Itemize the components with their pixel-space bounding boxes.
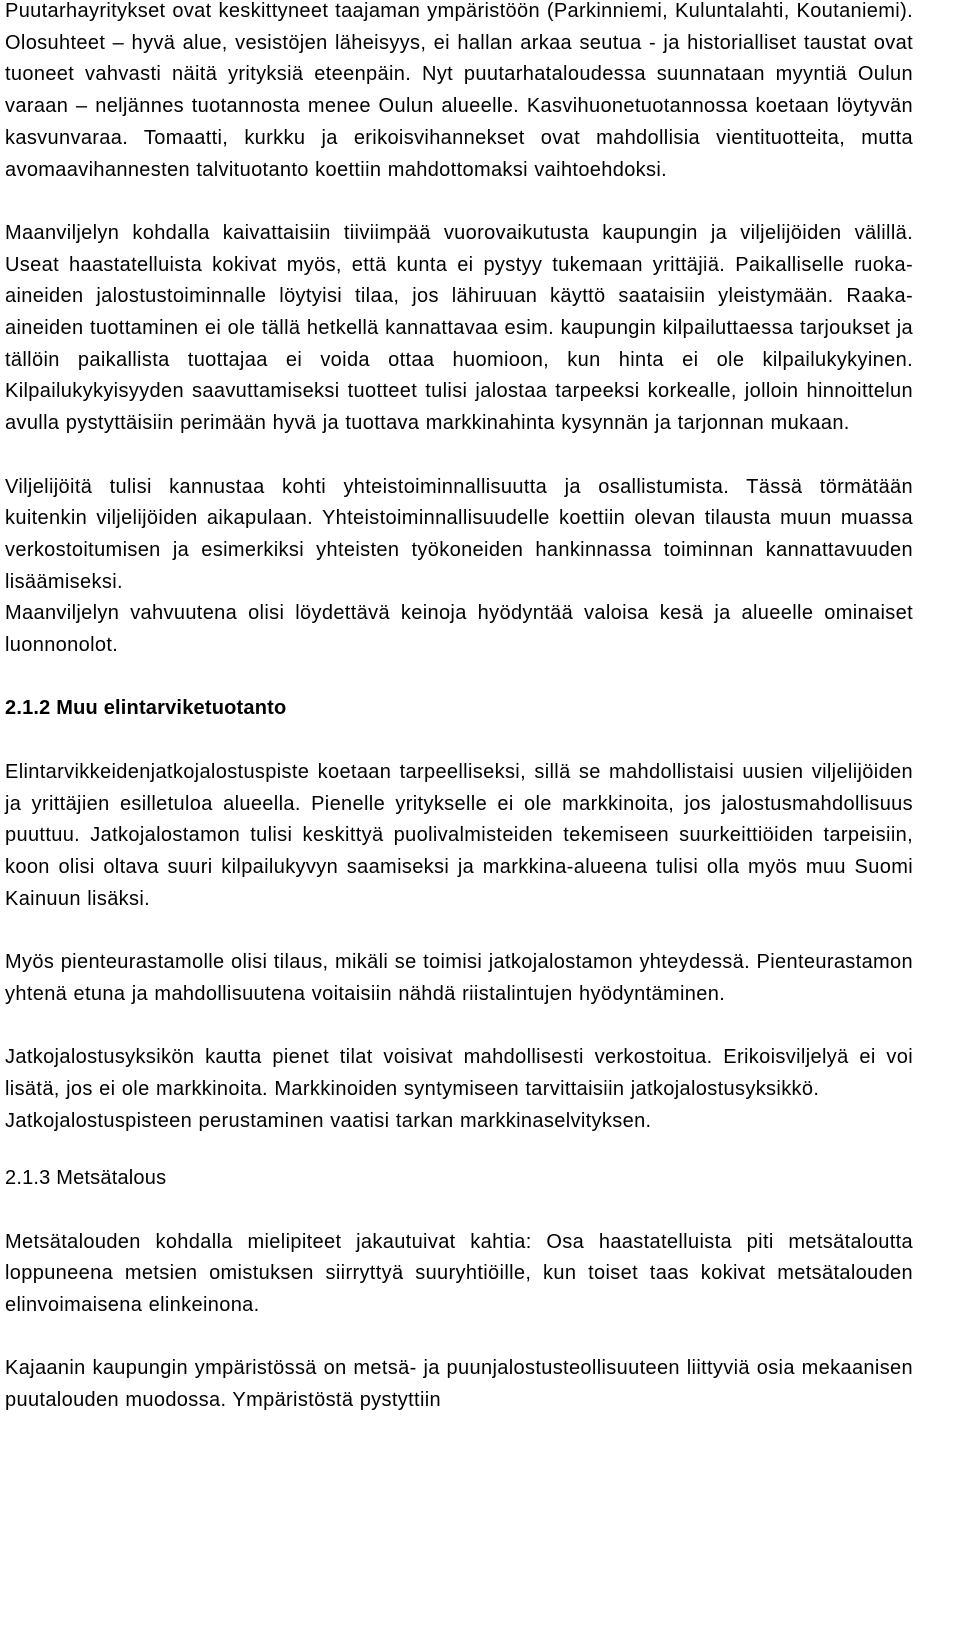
paragraph-spacer xyxy=(5,186,913,218)
paragraph-markkinaselvitys: Jatkojalostuspisteen perustaminen vaatisi tarkan markkinaselvityksen. xyxy=(5,1109,652,1132)
paragraph-spacer xyxy=(5,440,913,472)
paragraph-puutarha: Puutarhayritykset ovat keskittyneet taajaman ympäristöön (Parkinniemi, Kuluntalahti, Koutaniemi). Olosuhteet – hyvä alue, vesistöjen läheisyys, ei hallan arkaa seutua - ja historialliset taustat ovat tuoneet vahvasti näitä yrityksiä eteenpäin. Nyt puutarhataloudessa suunnataan myyntiä Oulun varaan – neljännes tuotannosta menee Oulun alueelle. Kasvihuonetuotannossa koetaan löytyvän kasvunvaraa. Tomaatti, kurkku ja erikoisvihannekset ovat mahdollisia vientituotteita, mutta avomaavihannesten talvituotanto koettiin mahdottomaksi vaihtoehdoksi. xyxy=(5,0,913,181)
section-heading-metsatalous: 2.1.3 Metsätalous xyxy=(5,1167,167,1190)
paragraph-kajaani-ymparisto: Kajaanin kaupungin ympäristössä on metsä- ja puunjalostusteollisuuteen liittyviä osia mekaanisen puutalouden muodossa. Ympäristöstä pystyttiin xyxy=(5,1357,913,1412)
document-body xyxy=(5,0,913,1417)
paragraph-spacer xyxy=(5,1322,913,1354)
paragraph-maanviljely: Maanviljelyn kohdalla kaivattaisiin tiiviimpää vuorovaikutusta kaupungin ja viljelijöiden välillä. Useat haastatelluista kokivat myös, että kunta ei pystyy tukemaan yrittäjiä. Paikalliselle ruoka-aineiden jalostustoiminnalle löytyisi tilaa, jos lähiruuan käyttö saataisiin yleistymään. Raaka-aineiden tuottaminen ei ole tällä hetkellä kannattavaa esim. kaupungin kilpailuttaessa tarjoukset ja tällöin paikallista tuottajaa ei voida ottaa huomioon, kun hinta ei ole kilpailukykyinen. Kilpailukykyisyyden saavuttamiseksi tuotteet tulisi jalostaa tarpeeksi korkealle, jolloin hinnoittelun avulla pystyttäisiin perimään hyvä ja tuottava markkinahinta kysynnän ja tarjonnan mukaan. xyxy=(5,221,913,435)
paragraph-spacer xyxy=(5,915,913,947)
paragraph-jatkojalostusyksikko: Jatkojalostusyksikön kautta pienet tilat voisivat mahdollisesti verkostoitua. Erikoisviljelyä ei voi lisätä, jos ei ole markkinoita. Markkinoiden syntymiseen tarvittaisiin jatkojalostusyksikkö. xyxy=(5,1046,913,1100)
paragraph-spacer xyxy=(5,662,913,694)
paragraph-spacer xyxy=(5,1137,913,1163)
paragraph-spacer xyxy=(5,1010,913,1042)
paragraph-spacer xyxy=(5,1195,913,1227)
paragraph-metsatalous-mielipiteet: Metsätalouden kohdalla mielipiteet jakautuivat kahtia: Osa haastatelluista piti metsätaloutta loppuneena metsien omistuksen siirryttyä suuryhtiöille, kun toiset taas kokivat metsätalouden elinvoimaisena elinkeinona. xyxy=(5,1230,913,1317)
paragraph-vahvuus: Maanviljelyn vahvuutena olisi löydettävä keinoja hyödyntää valoisa kesä ja alueelle ominaiset luonnonolot. xyxy=(5,602,913,657)
paragraph-jatkojalostuspiste: Elintarvikkeidenjatkojalostuspiste koetaan tarpeelliseksi, sillä se mahdollistaisi uusien viljelijöiden ja yrittäjien esilletuloa alueella. Pienelle yritykselle ei ole markkinoita, jos jalostusmahdollisuus puuttuu. Jatkojalostamon tulisi keskittyä puolivalmisteiden tekemiseen suurkeittiöiden tarpeisiin, koon olisi oltava suuri kilpailukyvyn saamiseksi ja markkina-alueena tulisi olla myös muu Suomi Kainuun lisäksi. xyxy=(5,760,913,910)
paragraph-spacer xyxy=(5,725,913,757)
section-heading-elintarviketuotanto: 2.1.2 Muu elintarviketuotanto xyxy=(5,697,287,720)
paragraph-yhteistoiminta: Viljelijöitä tulisi kannustaa kohti yhteistoiminnallisuutta ja osallistumista. Tässä törmätään kuitenkin viljelijöiden aikapulaan. Yhteistoiminnallisuudelle koettiin olevan tilausta muun muassa verkostoitumisen ja esimerkiksi yhteisten työkoneiden hankinnassa toiminnan kannattavuuden lisäämiseksi. xyxy=(5,475,913,593)
paragraph-pienteurastamo: Myös pienteurastamolle olisi tilaus, mikäli se toimisi jatkojalostamon yhteydessä. Pienteurastamon yhtenä etuna ja mahdollisuutena voitaisiin nähdä riistalintujen hyödyntäminen. xyxy=(5,951,913,1005)
